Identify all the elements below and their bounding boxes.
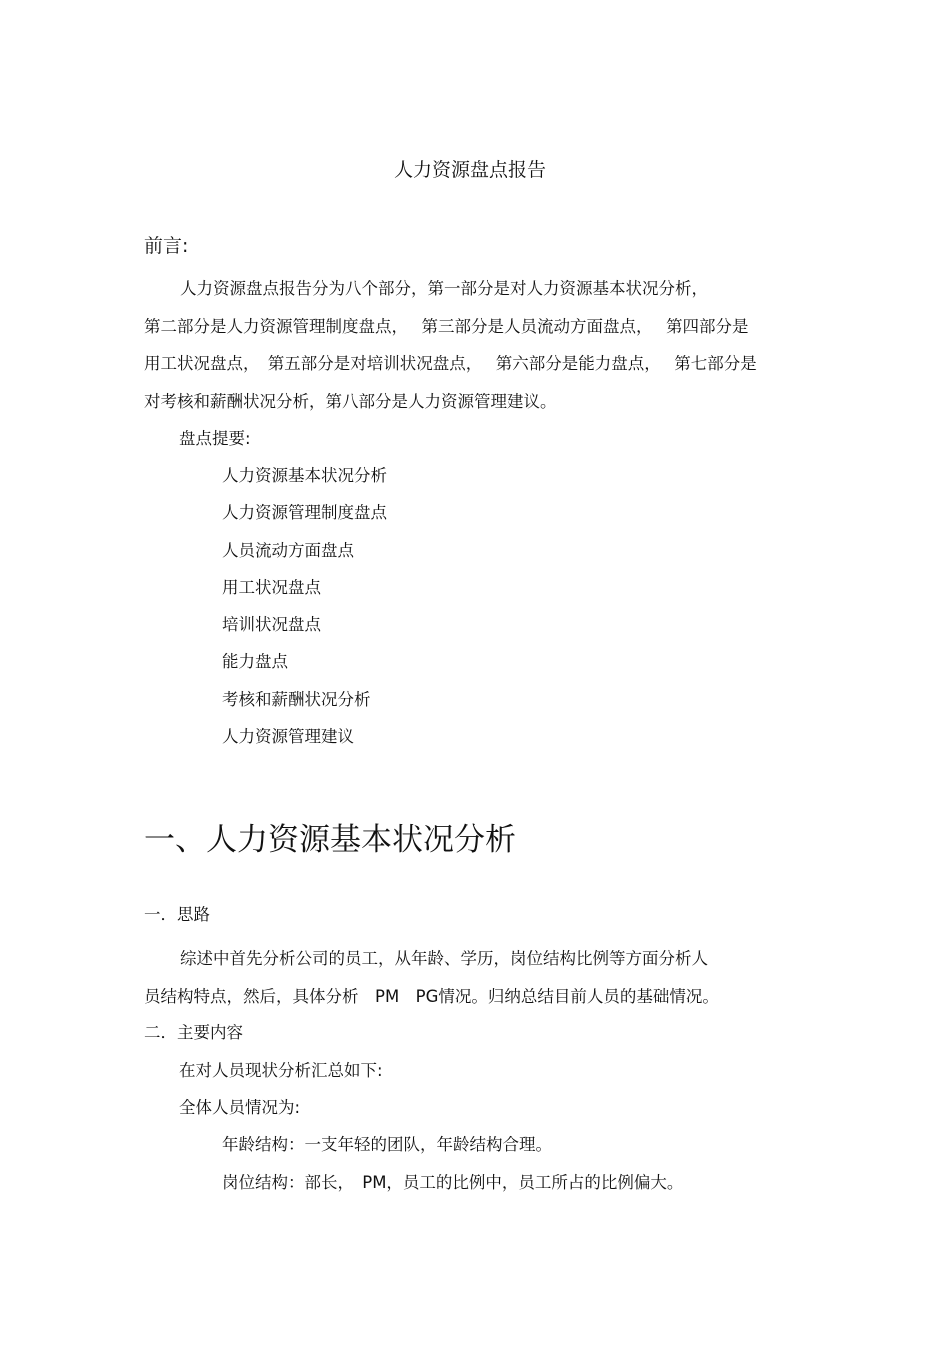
summary-item: 人力资源管理制度盘点 bbox=[222, 503, 387, 523]
summary-item: 用工状况盘点 bbox=[222, 577, 321, 597]
preface-line-4: 对考核和薪酬状况分析，第八部分是人力资源管理建议。 bbox=[144, 391, 557, 411]
content-heading: 二．主要内容 bbox=[144, 1023, 243, 1042]
summary-item: 考核和薪酬状况分析 bbox=[222, 689, 371, 709]
thinking-paragraph bbox=[144, 940, 806, 1015]
summary-item: 能力盘点 bbox=[222, 652, 288, 672]
preface-paragraph bbox=[144, 270, 806, 420]
section-heading: 一、人力资源基本状况分析 bbox=[144, 822, 516, 858]
thinking-line-1: 综述中首先分析公司的员工，从年龄、学历，岗位结构比例等方面分析人 bbox=[180, 949, 708, 968]
summary-list bbox=[222, 461, 387, 759]
position-structure: 岗位结构：部长， PM，员工的比例中，员工所占的比例偏大。 bbox=[222, 1173, 684, 1192]
document-title: 人力资源盘点报告 bbox=[393, 159, 546, 181]
summary-item: 培训状况盘点 bbox=[222, 615, 321, 635]
overall-label: 全体人员情况为: bbox=[179, 1098, 301, 1117]
preface-heading: 前言: bbox=[144, 235, 189, 257]
thinking-line-2: 员结构特点，然后，具体分析 PM PG情况。归纳总结目前人员的基础情况。 bbox=[144, 986, 719, 1006]
summary-item: 人力资源管理建议 bbox=[222, 727, 354, 747]
summary-item: 人员流动方面盘点 bbox=[222, 540, 354, 560]
thinking-heading: 一．思路 bbox=[144, 905, 210, 924]
preface-line-2: 第二部分是人力资源管理制度盘点， 第三部分是人员流动方面盘点， 第四部分是 bbox=[144, 316, 749, 336]
summary-label: 盘点提要: bbox=[179, 429, 251, 448]
preface-line-3: 用工状况盘点， 第五部分是对培训状况盘点， 第六部分是能力盘点， 第七部分是 bbox=[144, 354, 757, 373]
preface-line-1: 人力资源盘点报告分为八个部分，第一部分是对人力资源基本状况分析， bbox=[180, 279, 708, 298]
content-intro: 在对人员现状分析汇总如下: bbox=[179, 1061, 383, 1080]
age-structure: 年龄结构：一支年轻的团队，年龄结构合理。 bbox=[222, 1135, 552, 1154]
summary-item: 人力资源基本状况分析 bbox=[222, 466, 387, 485]
